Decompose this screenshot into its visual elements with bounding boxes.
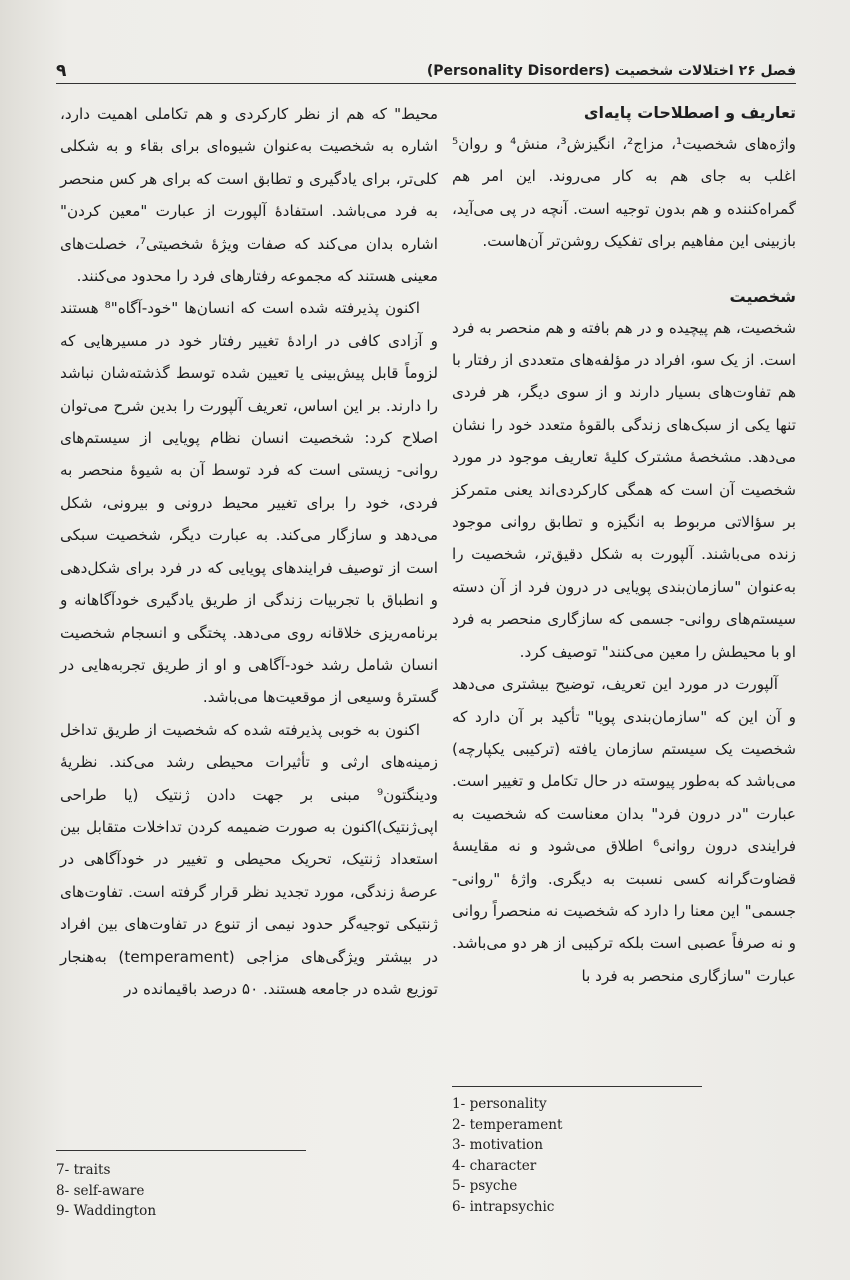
footnote: 3- motivation (452, 1137, 543, 1153)
paragraph: شخصیت، هم پیچیده و در هم بافته و هم منحصر به فرد است. از یک سو، افراد در مؤلفه‌های متعددی از رفتار با هم تفاوت‌های بسیار دارند و از سوی دیگر، هر فردی تنها یکی از سبک‌های زندگی بالقوهٔ متعدد خود را نشان می‌دهد. مشخصهٔ مشترک کلیهٔ تعاریف موجود در مورد شخصیت آن است که همگی کارکردی‌اند یعنی متمرکز بر سؤالاتی مربوط به انگیزه و تطابق روانی موجود زنده می‌باشند. آلپورت به شکل دقیق‌تر، شخصیت را به‌عنوان "سازمان‌بندی پویایی در درون فرد از آن دسته سیستم‌های روانی- جسمی که سازگاری منحصر به فرد او با محیطش را معین می‌کنند" توصیف کرد. (452, 318, 796, 661)
footnote-rule (56, 1150, 306, 1151)
footnote: 8- self-aware (56, 1182, 145, 1199)
footnote: 7- traits (56, 1162, 111, 1178)
paragraph: اکنون پذیرفته شده است که انسان‌ها "خود-آگاه"⁸ هستند و آزادی کافی در ارادهٔ تغییر رفتار خود در مسیرهایی که لزوماً قابل پیش‌بینی یا تعیین شده توسط گذشته‌شان نباشد را دارند. بر این اساس، تعریف آلپورت را بدین شرح می‌توان اصلاح کرد: شخصیت انسان نظام پویایی از سیستم‌های روانی- زیستی است که فرد توسط آن به شیوهٔ منحصر به فردی، خود را برای تغییر محیط درونی و بیرونی، شکل می‌دهد و سازگار می‌کند. به عبارت دیگر، شخصیت سبکی است از توصیف فرایندهای پویایی که در فرد برای شکل‌دهی و انطباق با تجربیات زندگی از طریق یادگیری خودآگاهانه و برنامه‌ریزی خلاقانه روی می‌دهد. پختگی و انسجام شخصیت انسان شامل رشد خود-آگاهی و او از طریق تجربه‌هایی در گسترهٔ وسیعی از موقعیت‌ها می‌باشد. (60, 299, 438, 707)
paragraph: محیط" که هم از نظر کارکردی و هم تکاملی اهمیت دارد، اشاره به شخصیت به‌عنوان شیوه‌ای برای بقاء و به شکلی کلی‌تر، برای یادگیری و تطابق است که برای هر کس منحصر به فرد می‌باشد. استفادهٔ آلپورت از عبارت "معین کردن" اشاره بدان می‌کند که صفات ویژهٔ شخصیتی⁷، خصلت‌های معینی هستند که مجموعه رفتارهای فرد را محدود می‌کنند. (60, 105, 438, 286)
chapter-title: فصل ۲۶ اختلالات شخصیت (Personality Disorders) (426, 63, 796, 79)
paragraph: آلپورت در مورد این تعریف، توضیح بیشتری می‌دهد و آن این که "سازمان‌بندی پویا" تأکید بر آن دارد که شخصیت یک سیستم سازمان یافته (ترکیبی یکپارچه) می‌باشد که به‌طور پیوسته در حال تکامل و تغییر است. عبارت "در درون فرد" بدان معناست که شخصیت به فرایندی درون روانی⁶ اطلاق می‌شود و نه مقایسهٔ قضاوت‌گرانه کسی نسبت به دیگری. واژهٔ "روانی- جسمی" این معنا را دارد که شخصیت نه منحصراً روانی و نه صرفاً عصبی است بلکه ترکیبی از هر دو می‌باشد. عبارت "سازگاری منحصر به فرد با (452, 675, 796, 985)
footnote: 9- Waddington (56, 1203, 157, 1219)
paragraph: اکنون به خوبی پذیرفته شده که شخصیت از طریق تداخل زمینه‌های ارثی و تأثیرات محیطی رشد می‌کند. نظریهٔ ودینگتون⁹ مبنی بر جهت دادن ژنتیک (یا طراحی اپی‌ژنتیک)اکنون به صورت ضمیمه کردن تداخلات متقابل بین استعداد ژنتیک، تحریک محیطی و تغییر در خودآگاهی در عرصهٔ زندگی، مورد تجدید نظر قرار گرفته است. تفاوت‌های ژنتیکی توجیه‌گر حدود نیمی از تنوع در تفاوت‌های بین افراد در بیشتر ویژگی‌های مزاجی (temperament) به‌هنجار توزیع شده در جامعه هستند. ۵۰ درصد باقیمانده در (60, 720, 438, 998)
left-column (60, 98, 438, 1005)
footnote: 2- temperament (452, 1116, 563, 1133)
footnotes-left (56, 1160, 156, 1222)
footnote-rule (452, 1086, 702, 1087)
footnote: 1- personality (452, 1096, 547, 1112)
section-heading-basic-terms: تعاریف و اصطلاحات پایه‌ای (583, 103, 796, 122)
section-heading-personality: شخصیت (729, 286, 796, 306)
footnotes-right (452, 1094, 562, 1217)
paragraph: واژه‌های شخصیت¹، مزاج²، انگیزش³، منش⁴ و روان⁵ اغلب به جای هم به کار می‌روند. این امر هم گمراه‌کننده و هم بدون توجیه است. آنچه در پی می‌آید، بازبینی این مفاهیم برای تفکیک روشن‌تر آن‌هاست. (452, 135, 797, 251)
right-column (452, 98, 796, 992)
running-header (56, 58, 796, 84)
page-number: ۹ (56, 61, 67, 81)
header-rule (56, 83, 796, 84)
footnote: 5- psyche (452, 1178, 518, 1194)
footnote: 4- character (452, 1157, 537, 1174)
footnote: 6- intrapsychic (452, 1198, 555, 1215)
